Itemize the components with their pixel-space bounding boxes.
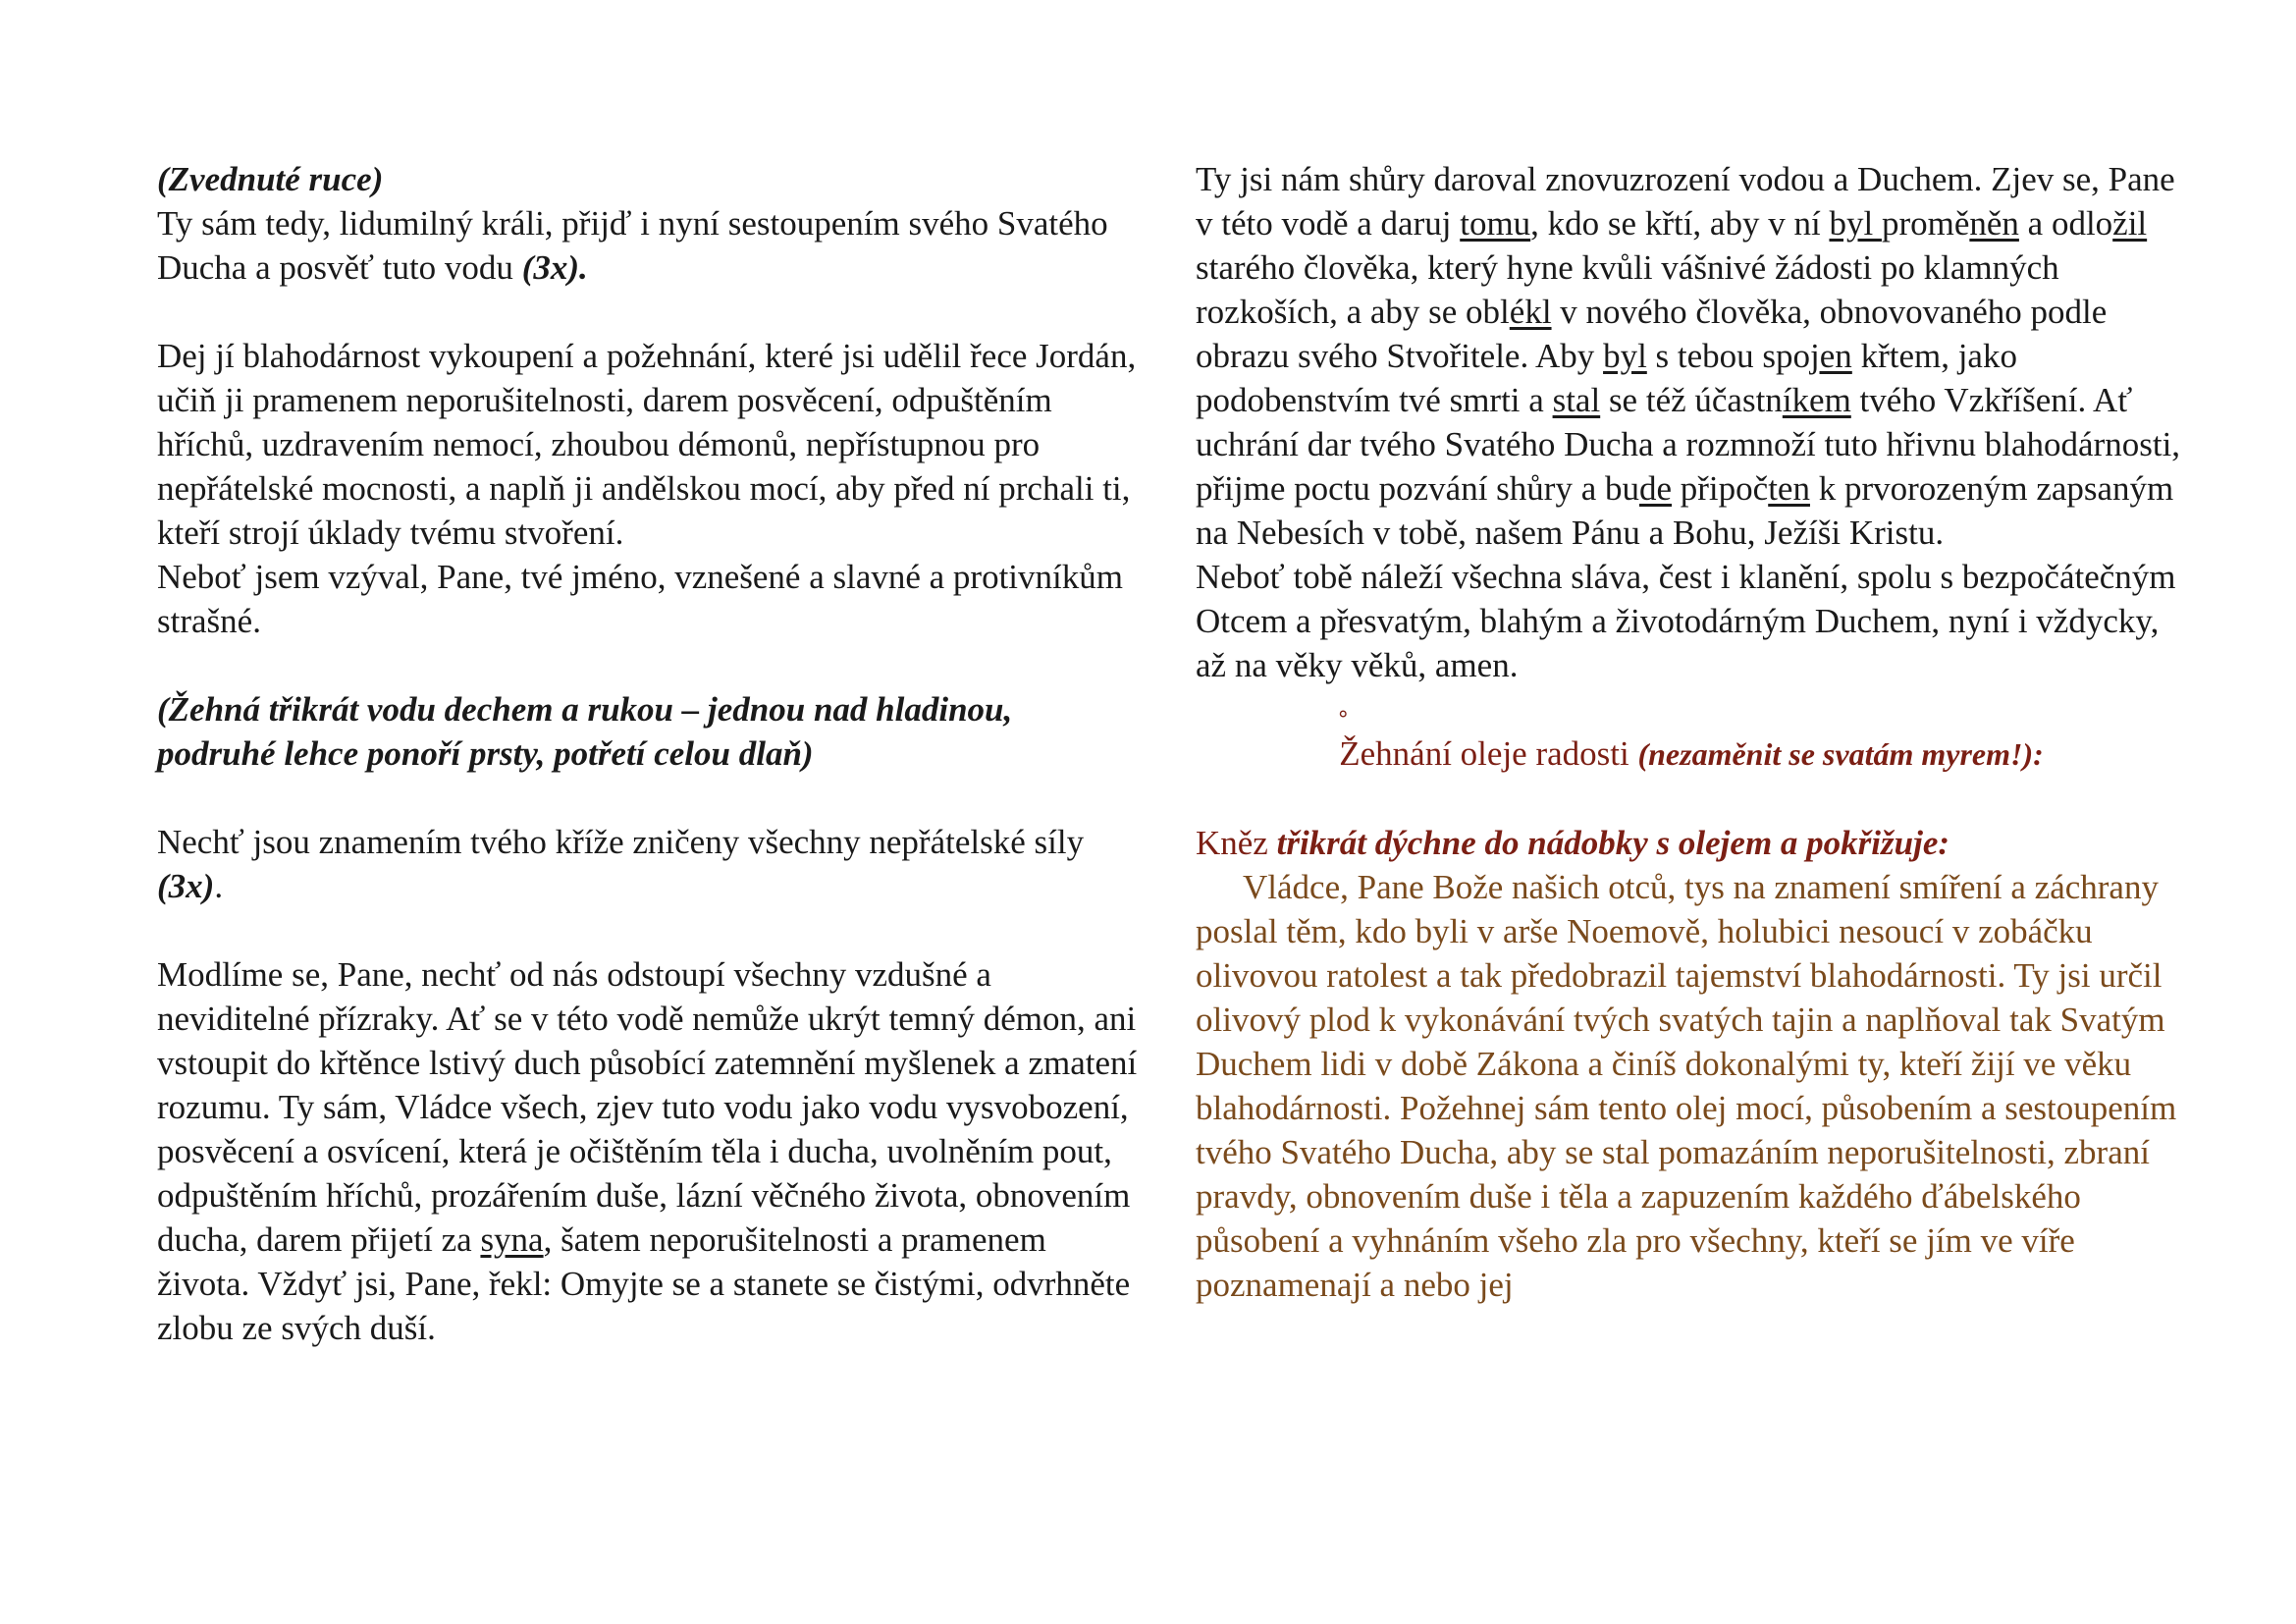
text-segment: Ty jsi nám shůry daroval znovuzrození vodou a Duchem. Zjev se, Pane v této vodě a daruj: [1196, 160, 2175, 243]
rubric-breathes-thrice: třikrát dýchne do nádobky s olejem a pokřižuje:: [1276, 824, 1950, 862]
text-segment: křtem, jako podobenstvím tvé smrti a: [1196, 337, 2017, 419]
paragraph-grant-blessing: Dej jí blahodárnost vykoupení a požehnání, které jsi udělil řece Jordán, učiň ji pramenem neporušitelnosti, darem posvěcení, odpuštěním hříchů, uzdravením nemocí, zhoubou démonů, nepřístupnou pro nepřátelské mocnosti, a naplň ji andělskou mocí, aby před ní prchali ti, kteří strojí úklady tvému stvoření.: [157, 337, 1137, 552]
paragraph-gap: [1196, 687, 2187, 731]
rubric-raised-hands: (Zvednuté ruce): [157, 160, 384, 198]
underlined-word: něn: [1969, 204, 2019, 243]
heading-oil-text: ehnání oleje radosti: [1360, 734, 1638, 773]
paragraph-raised-hands: [157, 157, 1139, 290]
rubric-blesses-water: (Žehná třikrát vodu dechem a rukou – jednou nad hladinou, podruhé lehce ponoří prsty, potřetí celou dlaň): [157, 690, 1013, 773]
paragraph-oil-prayer: Vládce, Pane Bože našich otců, tys na znamení smíření a záchrany poslal těm, kdo byli v arše Noemově, holubici nesoucí v zobáčku olivovou ratolest a tak předobrazil tajemství blahodárnosti. Ty jsi určil olivový plod k vykonávání tvých svatých tajin a naplňoval tak Svatým Duchem lidi v době Zákona a činíš dokonalými ty, kteří žijí ve věku blahodárnosti. Požehnej sám tento olej mocí, působením a sestoupením tvého Svatého Ducha, aby se stal pomazáním neporušitelnosti, zbraní pravdy, obnovením duše i těla a zapuzením každého ďábelského působení a vyhnáním všeho zla pro všechny, kteří se jím ve víře poznamenají a nebo jej: [1196, 868, 2177, 1304]
text-we-pray-a: Modlíme se, Pane, nechť od nás odstoupí všechny vzdušné a neviditelné přízraky. Ať se v této vodě nemůže ukrýt temný démon, ani vstoupit do křtěnce lstivý duch působící zatemnění myšlenek a zmatení rozumu. Ty sám, Vládce všech, zjev tuto vodu jako vodu vysvobození, posvěcení a osvícení, která je očištěním těla i ducha, uvolněním pout, odpuštěním hříchů, prozářením duše, lázní věčného života, obnovením ducha, darem přijetí za: [157, 955, 1138, 1259]
text-segment: tvého Vzkříšení. Ať uchrání dar tvého Svatého Ducha a rozmnoží tuto hřivnu blahodárnosti, přijme poctu pozvání shůry a bu: [1196, 381, 2181, 508]
rubric-three-times-2: (3x): [157, 867, 215, 905]
paragraph-gap: [157, 908, 1139, 952]
underlined-word: ten: [1768, 469, 1810, 508]
underlined-word: žil: [2112, 204, 2148, 243]
text-period: .: [214, 867, 224, 905]
rubric-three-times: (3x).: [521, 248, 588, 287]
heading-initial-letter: ̊ Ž: [1339, 731, 1360, 776]
paragraph-rebirth: [1196, 157, 2187, 555]
underlined-word: ékl: [1509, 293, 1552, 331]
rubric-priest-breathes: [1196, 821, 2187, 865]
paragraph-invoked-name: Neboť jsem vzýval, Pane, tvé jméno, vznešené a slavné a protivníkům strašné.: [157, 558, 1123, 640]
text-segment: k prvorozeným zapsaným na Nebesích v tobě, našem Pánu a Bohu, Ježíši Kristu.: [1196, 469, 2174, 552]
left-column: [157, 157, 1139, 1350]
underlined-word: byl: [1829, 204, 1882, 243]
heading-oil-rubric: (nezaměnit se svatám myrem!):: [1637, 736, 2044, 772]
text-segment: promě: [1881, 204, 1970, 243]
text-segment: v nového člověka, obnovovaného podle obrazu svého Stvořitele. Aby: [1196, 293, 2108, 375]
text-descend-spirit: Ty sám tedy, lidumilný králi, přijď i nyní sestoupením svého Svatého Ducha a posvěť tuto vodu: [157, 204, 1108, 287]
underlined-word: byl: [1603, 337, 1647, 375]
text-segment: se též účastn: [1600, 381, 1783, 419]
paragraph-doxology: Neboť tobě náleží všechna sláva, čest i klanění, spolu s bezpočátečným Otcem a přesvatým, blahým a životodárným Duchem, nyní i vždycky, až na věky věků, amen.: [1196, 558, 2176, 684]
text-sign-of-cross: Nechť jsou znamením tvého kříže zničeny všechny nepřátelské síly: [157, 823, 1085, 861]
text-segment: s tebou spo: [1646, 337, 1811, 375]
paragraph-gap: [157, 776, 1139, 820]
underlined-word: syna: [480, 1220, 544, 1259]
underlined-word: jen: [1810, 337, 1852, 375]
paragraph-gap: [157, 643, 1139, 687]
text-segment: připoč: [1672, 469, 1769, 508]
text-priest: Kněz: [1196, 824, 1277, 862]
underlined-word: íkem: [1782, 381, 1851, 419]
underlined-word: stal: [1552, 381, 1601, 419]
text-we-pray-b: , šatem neporušitelnosti a pramenem života. Vždyť jsi, Pane, řekl: Omyjte se a stanete se čistými, odvrhněte zlobu ze svých duší.: [157, 1220, 1131, 1347]
heading-oil-blessing: [1196, 731, 2187, 777]
right-column: [1196, 157, 2187, 1307]
paragraph-gap: [1196, 777, 2187, 821]
paragraph-sign-of-cross: [157, 820, 1139, 908]
text-segment: , kdo se křtí, aby v ní: [1530, 204, 1830, 243]
text-segment: a odlo: [2018, 204, 2113, 243]
text-segment: starého člověka, který hyne kvůli vášnivé žádosti po klamných rozkoších, a aby se obl: [1196, 248, 2059, 331]
underlined-word: tomu: [1460, 204, 1531, 243]
paragraph-gap: [157, 290, 1139, 334]
paragraph-we-pray: [157, 952, 1139, 1350]
underlined-word: de: [1638, 469, 1673, 508]
